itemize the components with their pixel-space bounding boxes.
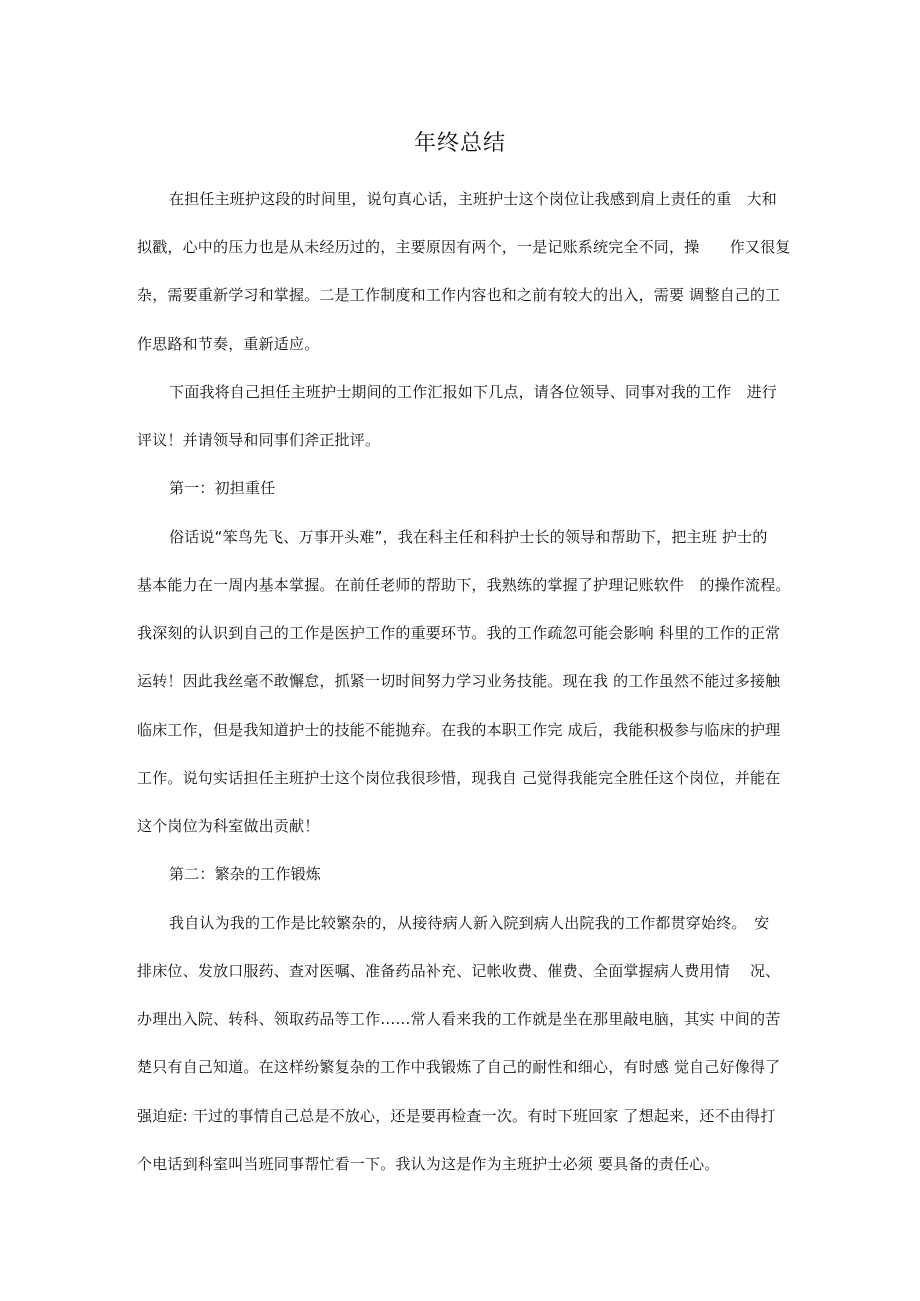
paragraph-line: 这个岗位为科室做出贡献！ <box>137 817 320 835</box>
paragraph-line: 下面我将自己担任主班护士期间的工作汇报如下几点，请各位领导、同事对我的工作 进行 <box>169 383 778 401</box>
paragraph-line: 俗话说“笨鸟先飞、万事开头难”，我在科主任和科护士长的领导和帮助下，把主班 护士的 <box>169 528 768 546</box>
paragraph-line: 评议！并请领导和同事们斧正批评。 <box>137 431 381 449</box>
paragraph-line: 基本能力在一周内基本掌握。在前任老师的帮助下，我熟练的掌握了护理记账软件 的操作流程。 <box>137 576 791 594</box>
paragraph-line: 临床工作，但是我知道护士的技能不能抛弃。在我的本职工作完 成后，我能积极参与临床的护理 <box>137 721 781 739</box>
section-heading: 第二：繁杂的工作锻炼 <box>169 865 322 883</box>
paragraph-line: 运转！因此我丝毫不敢懈怠，抓紧一切时间努力学习业务技能。现在我 的工作虽然不能过多接触 <box>137 672 781 690</box>
paragraph-line: 我自认为我的工作是比较繁杂的，从接待病人新入院到病人出院我的工作都贯穿始终。 安 <box>169 914 770 932</box>
paragraph-line: 拟戳，心中的压力也是从未经历过的，主要原因有两个，一是记账系统完全不同，操 作又很复 <box>137 238 791 256</box>
paragraph-line: 个电话到科室叫当班同事帮忙看一下。我认为这是作为主班护士必须 要具备的责任心。 <box>137 1155 720 1173</box>
document-title: 年终总结 <box>413 131 506 156</box>
paragraph-line: 楚只有自己知道。在这样纷繁复杂的工作中我锻炼了自己的耐性和细心，有时感 觉自己好像得了 <box>137 1058 781 1076</box>
section-heading: 第一：初担重任 <box>169 479 276 497</box>
paragraph-line: 杂，需要重新学习和掌握。二是工作制度和工作内容也和之前有较大的出入，需要 调整自己的工 <box>137 286 781 304</box>
paragraph-line: 工作。说句实话担任主班护士这个岗位我很珍惜，现我自 己觉得我能完全胜任这个岗位，并能在 <box>137 769 781 787</box>
paragraph-line: 作思路和节奏，重新适应。 <box>137 335 320 353</box>
paragraph-line: 在担任主班护这段的时间里，说句真心话，主班护士这个岗位让我感到肩上责任的重 大和 <box>169 190 778 208</box>
paragraph-line: 办理出入院、转科、领取药品等工作……常人看来我的工作就是坐在那里敲电脑，其实 中间的苦 <box>137 1010 781 1028</box>
paragraph-line: 我深刻的认识到自己的工作是医护工作的重要环节。我的工作疏忽可能会影响 科里的工作的正常 <box>137 624 781 642</box>
paragraph-line: 强迫症: 干过的事情自己总是不放心，还是要再检查一次。有时下班回家 了想起来，还不由得打 <box>137 1107 776 1125</box>
paragraph-line: 排床位、发放口服药、查对医嘱、准备药品补充、记帐收费、催费、全面掌握病人费用情 况、 <box>137 962 781 980</box>
